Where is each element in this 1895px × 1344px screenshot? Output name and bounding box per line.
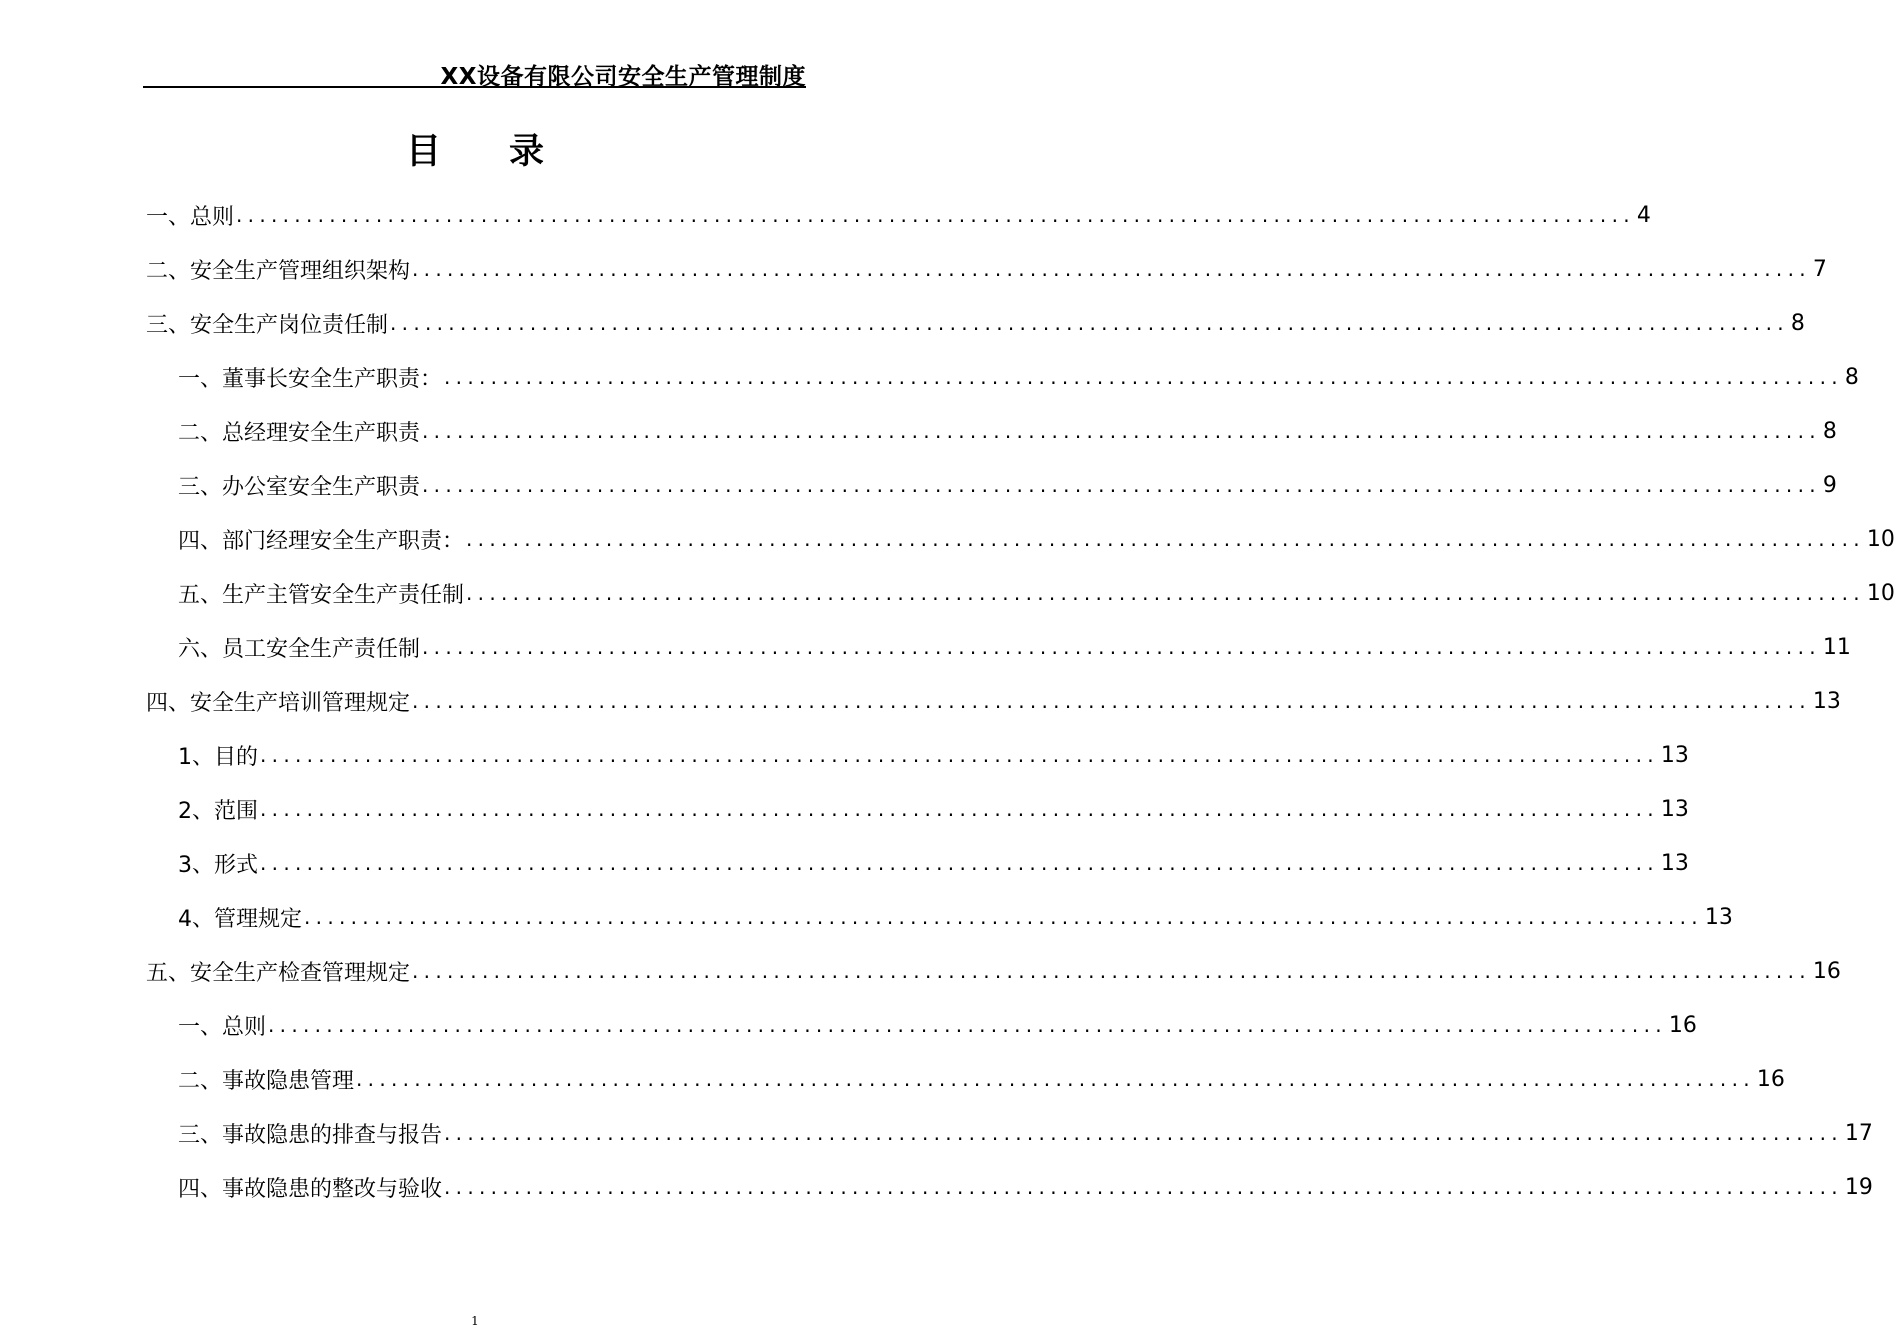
toc-entry[interactable] (146, 890, 1733, 944)
toc-dot-leader: ........................................................................................................................ (412, 689, 1811, 713)
footer-page-number: 1 (471, 1314, 479, 1328)
toc-entry-label: 2、范围 (178, 798, 258, 824)
toc-dot-leader: ........................................................................................................................ (260, 851, 1659, 875)
toc-entry-page: 16 (1812, 958, 1841, 984)
toc-dot-leader: ........................................................................................................................ (422, 419, 1821, 443)
toc-entry[interactable] (146, 944, 1841, 998)
toc-entry[interactable] (146, 998, 1697, 1052)
toc-entry-label: 三、办公室安全生产职责 (178, 474, 421, 500)
toc-entry[interactable] (146, 674, 1841, 728)
toc-dot-leader: ........................................................................................................................ (236, 203, 1635, 227)
toc-entry-label: 二、总经理安全生产职责 (178, 420, 421, 446)
toc-entry-label: 二、事故隐患管理 (178, 1068, 355, 1094)
toc-entry-label: 三、安全生产岗位责任制 (146, 312, 389, 338)
toc-entry-page: 4 (1636, 202, 1651, 228)
toc-dot-leader: ........................................................................................................................ (268, 1013, 1667, 1037)
toc-entry-label: 五、生产主管安全生产责任制 (178, 582, 465, 608)
page-header (143, 52, 806, 88)
toc-dot-leader: ........................................................................................................................ (466, 581, 1865, 605)
toc-entry[interactable] (146, 836, 1689, 890)
toc-entry-page: 16 (1756, 1066, 1785, 1092)
toc-entry[interactable] (146, 296, 1805, 350)
toc-entry-label: 五、安全生产检查管理规定 (146, 960, 411, 986)
toc-entry[interactable] (146, 1052, 1785, 1106)
toc-entry[interactable] (146, 458, 1837, 512)
toc-entry-page: 16 (1668, 1012, 1697, 1038)
toc-heading (0, 124, 950, 174)
toc-dot-leader: ........................................................................................................................ (444, 1121, 1843, 1145)
toc-entry[interactable] (146, 566, 1895, 620)
toc-entry-page: 10 (1866, 580, 1895, 606)
toc-entry[interactable] (146, 242, 1827, 296)
toc-entry-page: 13 (1660, 850, 1689, 876)
toc-entry-label: 1、目的 (178, 744, 258, 770)
toc-entry[interactable] (146, 1106, 1873, 1160)
toc-entry-label: 四、事故隐患的整改与验收 (178, 1176, 443, 1202)
toc-entry-page: 10 (1866, 526, 1895, 552)
toc-entry-label: 三、事故隐患的排查与报告 (178, 1122, 443, 1148)
toc-entry-page: 17 (1844, 1120, 1873, 1146)
toc-entry[interactable] (146, 620, 1851, 674)
toc-entry-label: 一、总则 (146, 204, 235, 230)
toc-entry-page: 8 (1790, 310, 1805, 336)
toc-dot-leader: ........................................................................................................................ (466, 527, 1865, 551)
toc-dot-leader: ........................................................................................................................ (390, 311, 1789, 335)
toc-entry-label: 一、董事长安全生产职责： (178, 366, 443, 392)
toc-dot-leader: ........................................................................................................................ (422, 473, 1821, 497)
toc-entry-page: 8 (1822, 418, 1837, 444)
toc-heading-char-1: 目 (405, 132, 441, 172)
toc-entry-label: 一、总则 (178, 1014, 267, 1040)
toc-entry-page: 13 (1704, 904, 1733, 930)
toc-entry[interactable] (146, 188, 1651, 242)
toc-entry-page: 9 (1822, 472, 1837, 498)
toc-entry-page: 11 (1822, 634, 1851, 660)
toc-entry[interactable] (146, 1160, 1873, 1214)
toc-entry[interactable] (146, 404, 1837, 458)
toc-entry-label: 4、管理规定 (178, 906, 302, 932)
toc-dot-leader: ........................................................................................................................ (412, 257, 1811, 281)
toc-entry-label: 四、安全生产培训管理规定 (146, 690, 411, 716)
toc-entry[interactable] (146, 728, 1689, 782)
toc-dot-leader: ........................................................................................................................ (356, 1067, 1755, 1091)
toc-dot-leader: ........................................................................................................................ (304, 905, 1703, 929)
toc-dot-leader: ........................................................................................................................ (444, 1175, 1843, 1199)
toc-entry-page: 8 (1844, 364, 1859, 390)
toc-entry[interactable] (146, 512, 1895, 566)
toc-entry-page: 19 (1844, 1174, 1873, 1200)
toc-dot-leader: ........................................................................................................................ (444, 365, 1843, 389)
toc-dot-leader: ........................................................................................................................ (422, 635, 1821, 659)
toc-entry-label: 六、员工安全生产责任制 (178, 636, 421, 662)
toc-entry-label: 四、部门经理安全生产职责： (178, 528, 465, 554)
toc-dot-leader: ........................................................................................................................ (260, 797, 1659, 821)
toc-dot-leader: ........................................................................................................................ (412, 959, 1811, 983)
toc-entry-page: 13 (1660, 742, 1689, 768)
toc-entry-page: 13 (1660, 796, 1689, 822)
toc-entry-page: 13 (1812, 688, 1841, 714)
table-of-contents (146, 188, 1895, 1214)
toc-dot-leader: ........................................................................................................................ (260, 743, 1659, 767)
toc-entry-label: 3、形式 (178, 852, 258, 878)
toc-entry-label: 二、安全生产管理组织架构 (146, 258, 411, 284)
toc-entry[interactable] (146, 350, 1859, 404)
toc-entry[interactable] (146, 782, 1689, 836)
header-title: XX设备有限公司安全生产管理制度 (440, 64, 806, 90)
toc-entry-page: 7 (1812, 256, 1827, 282)
toc-heading-char-2: 录 (509, 132, 545, 172)
